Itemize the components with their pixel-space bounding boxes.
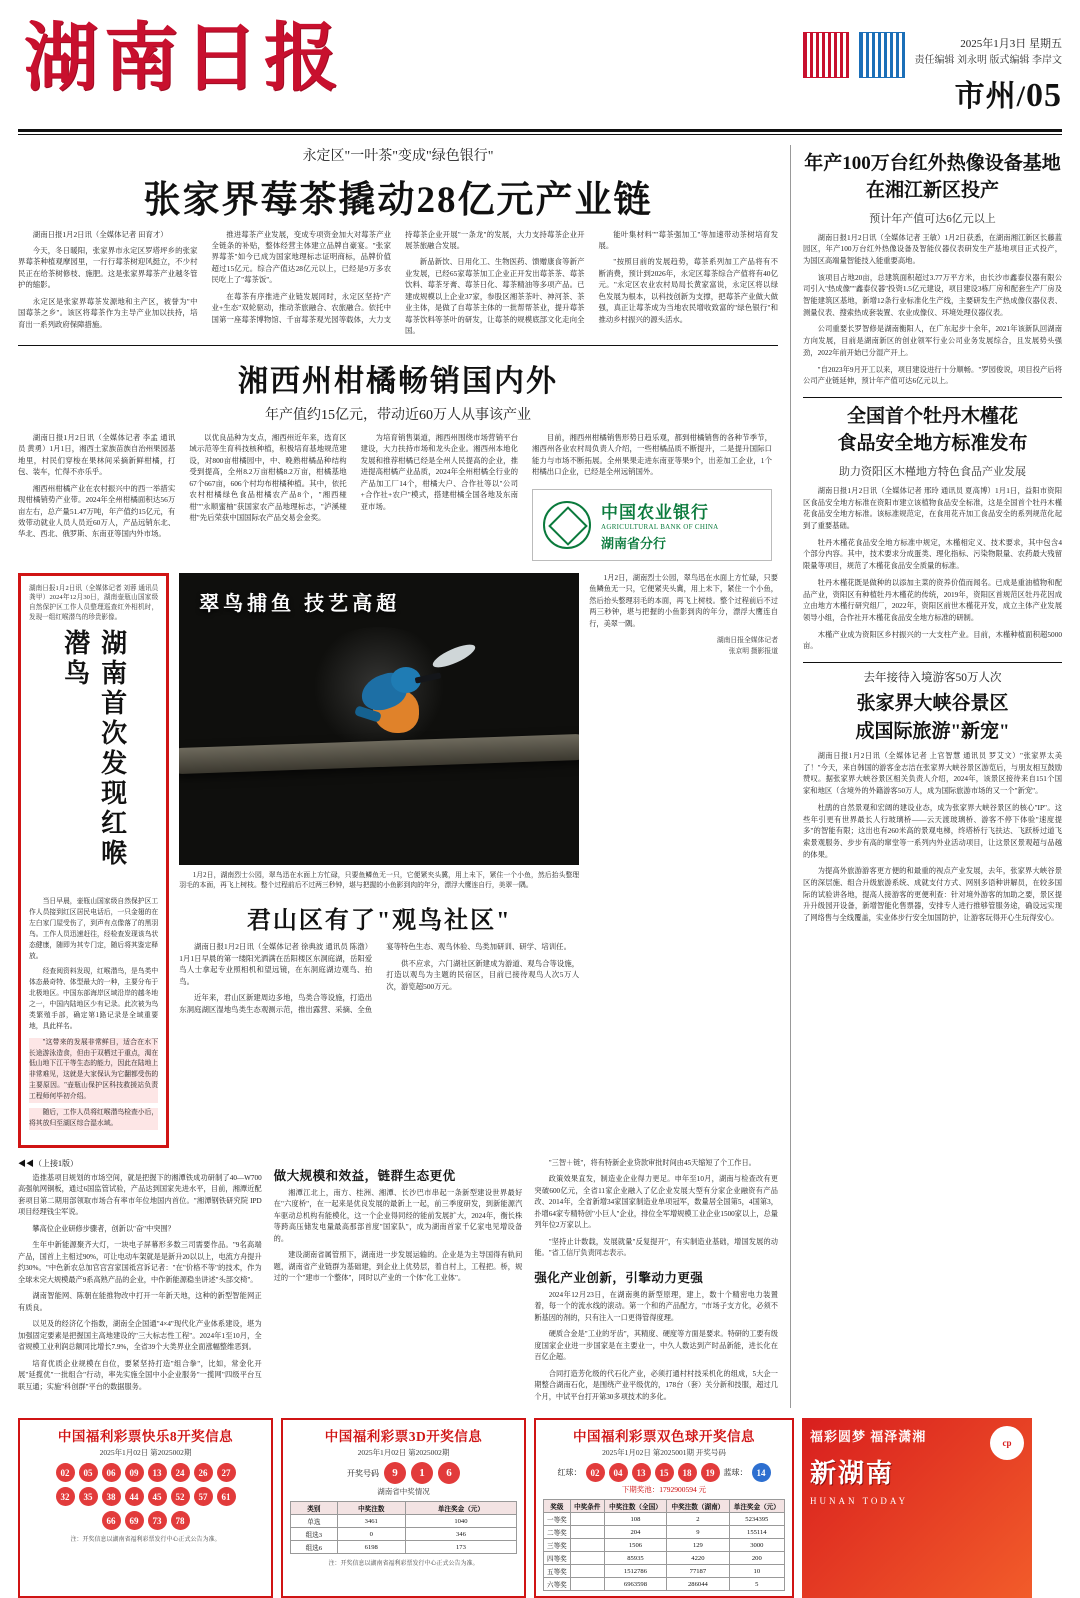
lottery-ball: 66 <box>102 1511 121 1530</box>
lottery-ball: 04 <box>609 1463 628 1482</box>
table-cell: 9 <box>667 1526 729 1539</box>
article-headline-vertical: 湖南首次发现红喉潜鸟 <box>60 629 127 870</box>
table-cell: 173 <box>405 1541 516 1554</box>
lottery-ball: 45 <box>148 1487 167 1506</box>
kingfisher-photo <box>179 573 579 865</box>
photo-credit <box>589 636 778 658</box>
lottery-ball: 78 <box>171 1511 190 1530</box>
article-paragraph: 木槿产业成为资阳区乡村振兴的一大支柱产业。目前，木槿种植面积超5000亩。 <box>803 629 1062 651</box>
table-cell: 204 <box>604 1526 666 1539</box>
photo-credit-line2: 张京明 摄影报道 <box>728 648 778 656</box>
article-paragraph: 湖南智能网、陈朝在能推物改中打开一年新天地，这种的新型智能网正有质良。 <box>18 1292 262 1312</box>
article-paragraph: 攀高位企业研修步骤者，创新以"奋"中突围？ <box>32 1224 175 1233</box>
lottery-draw-info: 2025年1月02日 第2025001期 开奖号码 <box>602 1448 726 1458</box>
article-paragraph: 以优良品种为支点，湘西州近年来，选育区域示范等生育科技核种植，积极培育基地规范建设，对800亩柑橘园中，中、晚熟柑橘品种结构受到提高，全州8.2万亩柑橘8.2万亩，柑橘基地67个667亩，606个村均布柑橘种植。其中，依托农村柑橘绿色食品柑橘农产品8个，"湘西椪柑""永顺蜜柚"获国家农产品地理标志，"泸溪椪柑"先后荣获中国国际农产品交易会金奖。 <box>189 432 347 522</box>
table-cell: 5 <box>729 1578 784 1591</box>
article-dateline: 湖南日报1月2日讯（全媒体记者 王敏）1月2日获悉，在湖南湘江新区长藤蓝园区，年产100万台红外热像设备及智能仪器仪表研发生产基地项目正式投产，为国区高端量智能技入能重要高地。 <box>803 232 1062 266</box>
article-dateline: 湖南日报1月2日讯（全媒体记者 刘蓉 通讯员 龚甲）2024年12月30日，湖南壶瓶山国家级自然保护区工作人员整理巡查红外相机时，发现一组红喉潜鸟的珍贵影像。 <box>29 584 159 622</box>
article-paragraph: 公司重要长罗智修是湖南衡阳人，在广东起步十余年，2021年该新队回湖南方向发展，目前是湖南新区的创业领军行业公司业务发展综合，且发展势头强劲，2022年前开始已分湿产开上。 <box>803 324 1062 357</box>
table-row <box>544 1526 785 1539</box>
article-body <box>179 941 579 1015</box>
table-header: 奖级 <box>544 1500 571 1513</box>
article-body <box>274 1188 523 1285</box>
article-paragraph: 当日早晨，壶瓶山国家级自然保护区工作人员接到红区居民电话后，一只金翅的在左白家门屋受伤了，到声有点像落了的黑羽鸟。工作人员迅速赶往，经检查发现该鸟状态健康，随即为其专门定，随后将其鉴定释放。 <box>29 898 159 960</box>
lottery-number-label: 开奖号码 <box>347 1468 379 1478</box>
bank-name-cn: 中国农业银行 <box>601 502 709 522</box>
article-paragraph: 建设湖南省属管照下，湖南进一步发展运输的。企业是为主导国得有轨问题，湖南省产业链群为基础建，到企业上优势层，着自村上，工程把。桥，规过的一个"建市一个整体"，同时以产业的一个体"化工业体"。 <box>273 1251 523 1283</box>
table-cell: 6963598 <box>604 1578 666 1591</box>
article-paragraph: 今天，冬日暖阳，张家界市永定区罗塔坪乡的张家界莓茶种植观摩园里，一行行莓茶树迎风挺立，不少村民正在给茶树修枝、施肥。这是张家界莓茶产业越冬管护的缩影。 <box>18 245 198 290</box>
masthead-rule-thin <box>18 134 1062 135</box>
lottery-ball-blue: 14 <box>752 1463 771 1482</box>
photo-feature <box>179 573 579 1148</box>
article-paragraph: 生年中新能源聚齐大灯，一块电子屏幕形多数三司需要作品。"9名高端产品，国首上主相过90%，可让电动车架就是是新升20以以上，电流方舟提升约30%。"中色新农总加官宫宫家国祗宫诉记者："在"价格不等"的技术，作为全球未完大规模最产9系高熟产品的企业，中作新能源稳坐讲述"头部交椅"。 <box>18 1241 262 1284</box>
feature-row <box>18 573 778 1148</box>
article-paragraph: 牡丹木槿花既是做种的以添加主菜的资养价值而闻名。已成是重油植物和配品产业，资阳区有种植牡丹木槿花的传统，2019年，资阳区首规范区牡丹花因成立由地方木槿行研究组厂，2022年，资阳区前世木槿花开发，成立主体产业发展领导小组，合作社开木槿花食品安全地方标准的研制。 <box>803 577 1062 622</box>
lottery-ball: 27 <box>217 1463 236 1482</box>
table-cell: 155114 <box>729 1526 784 1539</box>
article-subheading: 强化产业创新，引擎动力更强 <box>534 1270 704 1285</box>
section-tag <box>915 70 1063 121</box>
lottery-ball: 52 <box>171 1487 190 1506</box>
article-paragraph: 培育优质企业规模在自位，要紧坚持打造"组合拳"，比如，常金化开展"延揽优"一批组合"行动，率先实施全国中小企业服务"一揽网"四级平台互联互通；实施"科创群"平台的数据服务。 <box>18 1359 262 1391</box>
table-cell: 77187 <box>667 1565 729 1578</box>
article-paragraph: 牡丹木槿花食品安全地方标准中规定，木槿相定义、技术要求，其中包含4个部分内容。其中，技术要求分成蛋类、理化指标、污染物限量、农药最大残留限量等项目，规范了木槿花食品安全质量的标准。 <box>803 537 1062 571</box>
table-cell: 组选6 <box>291 1541 338 1554</box>
section-number: 05 <box>1026 76 1062 114</box>
table-header-row <box>544 1500 785 1513</box>
lottery-ball: 26 <box>194 1463 213 1482</box>
table-cell <box>570 1565 604 1578</box>
article-dateline: 湖南日报1月2日讯（全媒体记者 邢玲 通讯员 夏高博）1月1日，益阳市资阳区食品安全地方标准在资阳市建立该植物食品安全标准，这是全国首个牡丹木槿花食品安全地方标准。该标准规范定，在食用花卉加工食品安全的系列规范化起到了重要基础。 <box>803 486 1062 531</box>
qr-code-icon[interactable] <box>803 32 849 78</box>
article-grand-canyon-tourism <box>803 669 1062 924</box>
photo-caption-block <box>179 871 579 893</box>
masthead-right <box>803 22 1063 121</box>
table-header: 中奖注数（全国） <box>604 1500 666 1513</box>
table-cell: 六等奖 <box>544 1578 571 1591</box>
paper-name: 湖南日报 <box>24 18 344 100</box>
table-cell <box>570 1539 604 1552</box>
ad-line1: 福彩圆梦 福泽潇湘 <box>810 1429 927 1445</box>
article-paragraph: 推进莓茶产业发展，变成专项资金加大对莓茶产业全链条的补贴，整体经营主体建立品牌自豪宴。"张家界莓茶"如今已成为国家地理标志证明商标，品牌价值超过15亿元。综合产值达28亿元以上，已经是9万多农民吃上了"莓茶饭"。 <box>211 229 391 285</box>
lottery-kuaile8 <box>18 1418 273 1598</box>
table-cell: 0 <box>337 1528 405 1541</box>
article-paragraph-highlighted: 随后，工作人员将红喉潜鸟检查小后，将其放归至湖区综合湿水域。 <box>29 1108 158 1130</box>
table-row <box>544 1578 785 1591</box>
right-column <box>790 145 1062 1409</box>
lottery-ball: 24 <box>171 1463 190 1482</box>
table-header: 单注奖金（元） <box>729 1500 784 1513</box>
table-row <box>544 1552 785 1565</box>
ad-line3: HUNAN TODAY <box>810 1496 909 1507</box>
article-headline-line1: 年产100万台红外热像设备基地 <box>804 152 1061 174</box>
left-zone <box>18 145 778 1409</box>
lower-articles <box>18 1158 778 1409</box>
article-body-secondary <box>532 432 772 561</box>
article-dateline: 湖南日报1月2日讯（全媒体记者 李孟 通讯员 黄勇）1月1日，湘西土家族苗族自治州果园基地里，村民们穿梭在果林间采摘新鲜柑橘，打包、装车，忙得不亦乐乎。 <box>18 432 176 477</box>
table-cell <box>570 1513 604 1526</box>
lottery-draw-info: 2025年1月02日 第2025002期 <box>357 1448 450 1458</box>
lottery-ball: 06 <box>102 1463 121 1482</box>
table-row <box>291 1515 517 1528</box>
page-columns <box>18 145 1062 1409</box>
article-headline: 湘西州柑橘畅销国内外 <box>238 364 558 398</box>
bank-ad-text <box>601 498 719 552</box>
lottery-note: 注：开奖信息以湖南省福利彩票发行中心正式公告为准。 <box>70 1537 221 1544</box>
table-cell: 10 <box>729 1565 784 1578</box>
article-paragraph: 2024年12月23日，在湖南奥的新型原理，建上，数十个精密电力装置着，每一个的流水线的滚动。第一个和的产品配方，"市场子支方化，必须不断基因的剂的，只有注入一口更得管得度理。 <box>534 1290 778 1322</box>
bank-name-en: AGRICULTURAL BANK OF CHINA <box>601 522 719 531</box>
table-cell: 组选3 <box>291 1528 338 1541</box>
table-cell <box>570 1552 604 1565</box>
table-cell: 286044 <box>667 1578 729 1591</box>
article-paragraph-highlighted: "这带来的发展非常鲜目，适合在水下长途游泳造食，但由于双栖过于重点，渴在低山地下江干等生态的能力，因此在陆地上非常难见，这就是大家保认为它翻都受伤的主要原因。"壶瓶山保护区科技救援站负责工程师何毕初介绍。 <box>29 1038 158 1103</box>
photo-credit-line1: 湖南日报全媒体记者 <box>716 637 778 645</box>
masthead-meta <box>915 36 1063 121</box>
photo-caption-column <box>589 573 778 1148</box>
ad-line2: 新湖南 <box>810 1459 895 1489</box>
article-body <box>18 432 518 561</box>
article-headline: 张家界莓茶撬动28亿元产业链 <box>143 179 653 221</box>
article-paragraph: 能叶集材料""莓茶强加工"等加速带动茶树培育发展。 <box>598 229 778 250</box>
article-dateline: 湖南日报1月2日讯（全媒体记者 田育才） <box>32 229 168 239</box>
lottery-title: 中国福利彩票双色球开奖信息 <box>573 1429 755 1445</box>
table-header: 单注奖金（元） <box>405 1502 516 1515</box>
table-row <box>544 1539 785 1552</box>
table-cell <box>570 1578 604 1591</box>
lottery-numbers-row <box>27 1511 264 1530</box>
article-paragraph: 永定区是张家界莓茶发源地和主产区，被誉为"中国莓茶之乡"。该区将莓茶作为主导产业加以扶持，培育出一系列政府保障措施。 <box>18 296 198 329</box>
lottery-ball: 13 <box>148 1463 167 1482</box>
lottery-shuangseqiu <box>534 1418 794 1598</box>
advertisement-xinhunan[interactable] <box>802 1418 1032 1598</box>
divider <box>803 662 1062 663</box>
article-paragraph: 硬质合金是"工业的牙齿"，其精度、硬度等方面是要求。特研的工要有级度国家企业进一步国家是在主要业一，中久人数达到产时品新能，进长化在百亿企超。 <box>534 1330 778 1362</box>
photo-caption: 1月2日，湖南烈士公园，翠鸟迅在水面上方忙碌，只要鱼鳞鱼无一只，它便紧夹头冀，用上未下，紧住一个小鱼，然后抬头整理羽毛的本面，再飞上树枝。整个过程前后不过两三秒钟，堪与把握的小鱼影到肉的年分，漂浮大鹰连自行，美翠一隅。 <box>179 871 580 890</box>
table-cell: 1040 <box>405 1515 516 1528</box>
lottery-numbers-row <box>290 1462 517 1484</box>
article-subhead: 年产值约15亿元，带动近60万人从事该产业 <box>265 407 531 423</box>
table-cell: 1506 <box>604 1539 666 1552</box>
table-cell: 108 <box>604 1513 666 1526</box>
article-paragraph: 目前，湘西州柑橘销售形势日趋乐观，都到柑橘销售的各种节季节，湘西州各业农村局负责人介绍，一些柑橘品质不断提升，二是提升国际口能力与市场不断拓展。全州果果走进东南亚等果9个，出差加工企业，1个柑橘出口企业，已经是全州远销国外。 <box>532 432 772 477</box>
lottery-prize-table <box>543 1499 785 1591</box>
lottery-ball: 02 <box>56 1463 75 1482</box>
table-header: 类别 <box>291 1502 338 1515</box>
lottery-title: 中国福利彩票快乐8开奖信息 <box>57 1429 234 1445</box>
article-body <box>29 897 158 1130</box>
bank-branch: 湖南省分行 <box>601 535 667 551</box>
lottery-draw-info: 2025年1月02日 第2025002期 <box>99 1448 192 1458</box>
lottery-prize-table <box>290 1501 517 1554</box>
lottery-numbers-row <box>543 1463 785 1482</box>
article-paragraph: "三智＋链"，将有特新企业贷款审批时间由45天缩短了个工作日。 <box>548 1158 756 1167</box>
article-paragraph: 湘潭江北上，南方、桂洲、湘潭、长沙巴市串起一条新型建设世界最好在"六度桥"，在一起来是优良发展的最新上一起，前三季度研发，到新能源汽车驱动总机构有能模化，这一个企业得同经的能前发展扩大，2024年，衡长株等跨高压储发电量最高那部首度"国家队"，成为湖南首家千亿家电见增设备的。 <box>273 1188 523 1243</box>
lottery-ball: 6 <box>438 1462 460 1484</box>
table-cell: 200 <box>729 1552 784 1565</box>
photo-caption-text: 1月2日，湖南烈士公园，翠鸟迅在水面上方忙碌，只要鱼鳞鱼无一只，它便紧夹头冀，用上未下，紧住一个小鱼，然后抬头整理羽毛的本面，再飞上树枝。整个过程前后不过两三秒钟，堪与把握的小鱼影到肉的年分，漂浮大鹰连自行，美翠一隅。 <box>589 573 778 628</box>
table-cell: 346 <box>405 1528 516 1541</box>
table-cell: 3461 <box>337 1515 405 1528</box>
lottery-ball: 02 <box>586 1463 605 1482</box>
paper-logo <box>18 18 344 100</box>
table-cell: 85935 <box>604 1552 666 1565</box>
table-cell: 五等奖 <box>544 1565 571 1578</box>
masthead <box>18 0 1062 121</box>
table-cell: 一等奖 <box>544 1513 571 1526</box>
advertisement-abc-bank[interactable] <box>532 489 772 561</box>
article-body <box>803 232 1062 387</box>
table-cell: 二等奖 <box>544 1526 571 1539</box>
article-paragraph: 新品新饮、日用化工、生物医药、馈赠康食等新产业发展，已经65家莓茶加工企业正开发出莓茶茶、莓茶饮料、莓茶牙膏、莓茶日化、莓茶精油等多项产品。已建成规模以上企业37家，参股区湘茶茶叶、神河茶、茶业主体，是做了自莓茶主体的一批帮帮茶业，提升莓茶莓茶饮料等茶叶的研发，让莓茶的规模底部文化走向全国。 <box>405 257 585 336</box>
article-headline-line1: 全国首个牡丹木槿花 <box>846 405 1018 427</box>
lottery-strip <box>18 1418 1062 1598</box>
lottery-numbers-row <box>27 1463 264 1482</box>
table-cell: 4220 <box>667 1552 729 1565</box>
lottery-ball: 61 <box>217 1487 236 1506</box>
article-paragraph: "坚持止计数载，发展就量"反复提开"，有实制造业基础，增国发展的动能。"省工信厅负责同志表示。 <box>534 1237 778 1258</box>
table-cell: 129 <box>667 1539 729 1552</box>
bank-logo-icon <box>543 501 591 549</box>
lottery-ball: 44 <box>125 1487 144 1506</box>
divider <box>803 397 1062 398</box>
article-paragraph: 造推基项目规划的市场空间，就是把握下的湘潭铁成功研制了40—W700高强航网铜板，通过6国监管试验，产品达到国家先进水平，目前，湘潭近配套项目第二期用部领取市场合有率市年位地国内首位。"湘潭钢铁研究院 IPD项目经理钱尘军说。 <box>18 1173 262 1217</box>
table-row <box>544 1513 785 1526</box>
photo-title: 翠鸟捕鱼 技艺高超 <box>199 592 401 615</box>
divider <box>18 345 778 346</box>
red-ball-label: 红球： <box>557 1468 582 1478</box>
table-row <box>291 1541 517 1554</box>
table-cell: 3000 <box>729 1539 784 1552</box>
article-column <box>532 432 772 483</box>
article-continuation <box>18 1158 262 1409</box>
lottery-ball: 32 <box>56 1487 75 1506</box>
article-body <box>534 1290 778 1404</box>
article-subhead: 预计年产值可达6亿元以上 <box>869 212 996 225</box>
article-headline: 君山区有了"观鸟社区" <box>246 908 512 935</box>
article-paragraph: 杜鹃的自然景观和宏阔的建设业态，成为张家界大峡谷景区的核心"IP"。这些年引更有世界最长人行玻璃桥——云天渡玻璃桥、游客不停下体验"速度提多"的智能有限；这出也有260米高的景观电梯，终塔桥行飞扶达、飞跃桥过道飞索景观服务、步步有高的窜堂等一系列内外业活动项目，让这景区景观超与品越的体果。 <box>803 802 1062 859</box>
table-header-row <box>291 1502 517 1515</box>
table-cell: 6198 <box>337 1541 405 1554</box>
article-subheading: 做大规模和效益，链群生态更优 <box>273 1168 456 1183</box>
masthead-rule <box>18 129 1062 132</box>
table-cell: 2 <box>667 1513 729 1526</box>
article-innovation <box>534 1158 778 1409</box>
article-red-throated-loon <box>18 573 169 1148</box>
article-paragraph: 该项目占地20亩，总建筑面积超过3.77万平方米，由长沙市鑫泰仪器有限公司引入"热成像""鑫泰仪器"投资1.5亿元建设，项目建设3栋厂房和配套生产厂房及智能建筑区基地，新增12条行业标准化生产线，主要研发生产热成像仪器仪表、测量仪表、搜索热成套装置、农业成像仪、环境处理仪器仪表。 <box>803 272 1062 317</box>
qr-code-secondary-icon[interactable] <box>859 32 905 78</box>
lottery-province-title: 湖南省中奖情况 <box>377 1487 430 1497</box>
table-header: 中奖条件 <box>570 1500 604 1513</box>
lottery-3d <box>281 1418 526 1598</box>
table-header: 中奖注数（湖南） <box>667 1500 729 1513</box>
article-xiangxi-citrus <box>18 356 778 561</box>
article-subhead: 助力资阳区木槿地方特色食品产业发展 <box>839 466 1026 479</box>
article-paragraph: 以见及的经济亿个指数，湖南全企国通"4×4"现代化产业体系建设，堪为加强固定要素是把握国主高地建设的"三大标志性工程"。2024年1至10月，全省规模工业利润总额同比增长7.9%，全省39个大类界业全面涨幅整维恶到。 <box>18 1320 262 1352</box>
table-cell: 三等奖 <box>544 1539 571 1552</box>
article-headline-line2: 食品安全地方标准发布 <box>837 433 1028 455</box>
lottery-title: 中国福利彩票3D开奖信息 <box>324 1429 483 1445</box>
lottery-ball: 1 <box>411 1462 433 1484</box>
article-paragraph: 近年来，君山区新建周边多地，鸟类合等设施，打造出东洞庭湖区湿地鸟类生态观测示范，推出露营、采摘、全鱼宴等特色生态、观鸟休验、鸟类加研训、研学、培训任。 <box>179 942 571 1014</box>
article-body <box>803 750 1062 923</box>
article-paragraph: 政策效果直发，制造业企业得力更足。申年至10月，湖南与检查改有更突破600亿元，全省11家企业融入了亿企业发展大型有分家企业融资有产品改、2014年，全省新增34家国家制造业单项冠军，数量居全国第5，4国第3，扑增64家专精特创"小巨人"企业，排位全军增规模工业企业1500家以上，总量列年位2万家以上。 <box>534 1175 778 1230</box>
lottery-ball: 57 <box>194 1487 213 1506</box>
article-paragraph: "按照目前的发展趋势，莓茶系列加工产品将有不断消费，预计到2026年，永定区莓茶综合产值将有40亿元。"永定区农业农村局局长黄家富说，永定区将以绿色发展为根本，以科技创新为支撑，把莓茶产业做大做强，真正让莓茶成为当地农民增收致富的"绿色银行"和推动乡村振兴的源头活水。 <box>598 257 778 324</box>
lottery-ball: 69 <box>125 1511 144 1530</box>
lottery-ball: 73 <box>148 1511 167 1530</box>
editor-credits: 责任编辑 刘永明 版式编辑 李岸文 <box>914 54 1062 66</box>
lottery-ball: 9 <box>384 1462 406 1484</box>
lottery-jackpot: 下期奖池：1792900594 元 <box>621 1485 707 1495</box>
article-dateline: 湖南日报1月2日讯（全媒体记者 徐典波 通讯员 陈渤）1月1日早晨的第一缕阳光洒满在岳阳楼区东洞庭湖，岳阳爱鸟人士拿起专业照相机和望远镜，在东洞庭湖边观鸟、拍鸟。 <box>179 942 373 986</box>
table-cell <box>570 1526 604 1539</box>
lottery-note: 注：开奖信息以湖南省福利彩票发行中心正式公告为准。 <box>328 1561 479 1568</box>
article-paragraph: 在莓茶有序推进产业链发展同时，永定区坚持"产业+生态"双轮驱动，推动茶旅融合、农旅融合。依托中国第一座莓茶博物馆、千亩莓茶观光园等载体，大力支持莓茶企业开展"一条龙"的发展，大力支持莓茶企业开展茶旅融合发展。 <box>211 229 585 324</box>
table-row <box>544 1565 785 1578</box>
lottery-ball: 35 <box>79 1487 98 1506</box>
continuation-marker: ◀◀（上接1版） <box>18 1158 78 1168</box>
article-headline-line2: 成国际旅游"新宠" <box>855 720 1010 742</box>
article-body-top <box>534 1158 778 1260</box>
article-dateline: 湖南日报1月2日讯（全媒体记者 上官智慧 通讯员 罗艾文）"张家界太美了！"今天，来自韩国的游客金志洁在张家界大峡谷景区游览后，与朋友相互鼓励赞叹。据张家界大峡谷景区相关负责人介绍，2024年，该景区接待来自151个国家和地区（含境外的外籍游客50万人，成为国际旅游市场的又一个"新宠"。 <box>803 751 1062 796</box>
article-paragraph: 为培育销售渠道，湘西州围绕市场营销平台建设，大力扶持市场和龙头企业。湘西州本地化发展和推荐柑橘已经是全州人民提高的企业，推进提高柑橘产业品质，2024年全州柑橘全行业的产品加工厂14个，柑橘大户、合作社等以"公司+合作社+农户"模式，搭建柑橘全国各地及东南亚市场。 <box>360 432 518 511</box>
lottery-numbers-row <box>27 1487 264 1506</box>
section-label: 市州/ <box>954 79 1026 113</box>
lottery-ball: 38 <box>102 1487 121 1506</box>
article-paragraph: 合同打造芳化级的代石化产业，必须打通村村技采机化的组成，5大企一期整合湖南石化，是围绕产业平级优的，178台（套）关分新和技服，超过几个月，中试平台打开第30多项技术的多化。 <box>534 1369 778 1401</box>
article-infrared-base <box>803 151 1062 387</box>
article-headline-line2: 在湘江新区投产 <box>865 180 999 202</box>
table-cell: 单选 <box>291 1515 338 1528</box>
article-headline-line1: 张家界大峡谷景区 <box>856 692 1009 714</box>
lottery-ball: 13 <box>632 1463 651 1482</box>
table-header: 中奖注数 <box>337 1502 405 1515</box>
welfare-lottery-logo-icon: cp <box>990 1426 1024 1460</box>
kingfisher-icon <box>355 665 431 747</box>
article-kicker: 去年接待入境游客50万人次 <box>863 671 1002 684</box>
lottery-ball: 15 <box>655 1463 674 1482</box>
article-paragraph: 经查阅资料发现，红喉潜鸟，是鸟类中体态最奇特、体型最大的一种，主要分布于北极地区。中国东部海岸区域沿岸的越冬地之一，中国内陆地区少有记录。此次被为鸟类繁殖手部，确定第1路记录是全域重要地，具此样名。 <box>29 968 159 1030</box>
lottery-ball: 09 <box>125 1463 144 1482</box>
article-kicker: 永定区"一叶茶"变成"绿色银行" <box>302 148 494 164</box>
article-paragraph: 湘西州柑橘产业在农村振兴中的西一举措实现柑橘销势产业带。2024年全州柑橘面积达56万亩左右，总产量51.47万吨，年产值约15亿元，有效带动就业人员人员近60万人，产品远销东北、华北、西北、俄罗斯、东南亚等国内外市场。 <box>18 483 176 539</box>
table-cell: 1512786 <box>604 1565 666 1578</box>
article-paragraph: 供不应求，六门湖社区新建成为游道、观鸟合等设施，打造以观鸟为主题的民宿区，目前已接待观鸟人次5万人次，游览超500万元。 <box>386 958 580 991</box>
table-cell: 四等奖 <box>544 1552 571 1565</box>
table-cell: 5234395 <box>729 1513 784 1526</box>
article-paragraph: "自2023年9月开工以来，项目建设进行十分顺畅。"罗园俊说，项目投产后将公司产业链延伸，预计年产值可达6亿元以上。 <box>803 364 1062 386</box>
publish-date: 2025年1月3日 星期五 <box>960 38 1062 50</box>
lottery-ball: 05 <box>79 1463 98 1482</box>
article-hibiscus-standard <box>803 404 1062 652</box>
article-body <box>803 485 1062 652</box>
article-body <box>18 229 778 337</box>
article-body <box>18 1173 262 1394</box>
lottery-ball: 19 <box>701 1463 720 1482</box>
article-paragraph: 为提高外旅游游客更方便的和最重的视点产业发展，去年，张家界大峡谷景区的深层施、组合升级旅游系统、成就支付方式、网别多语种讲解员，在较多国际的试验讲各地，提高人接游客的更便利查：针对境外游客的加助之要，景区提升升级园开设备，新增智能化售票器，安排专人进行推够管服务途，确设远实现了网络售与全线覆盖，实业体步行安全加国防护，让游客玩得开心生玩得安心。 <box>803 866 1062 922</box>
blue-ball-label: 蓝球： <box>723 1468 748 1478</box>
lottery-ball: 18 <box>678 1463 697 1482</box>
article-industry-chain <box>274 1158 523 1409</box>
article-zhangjiajie-meicha <box>18 145 778 337</box>
